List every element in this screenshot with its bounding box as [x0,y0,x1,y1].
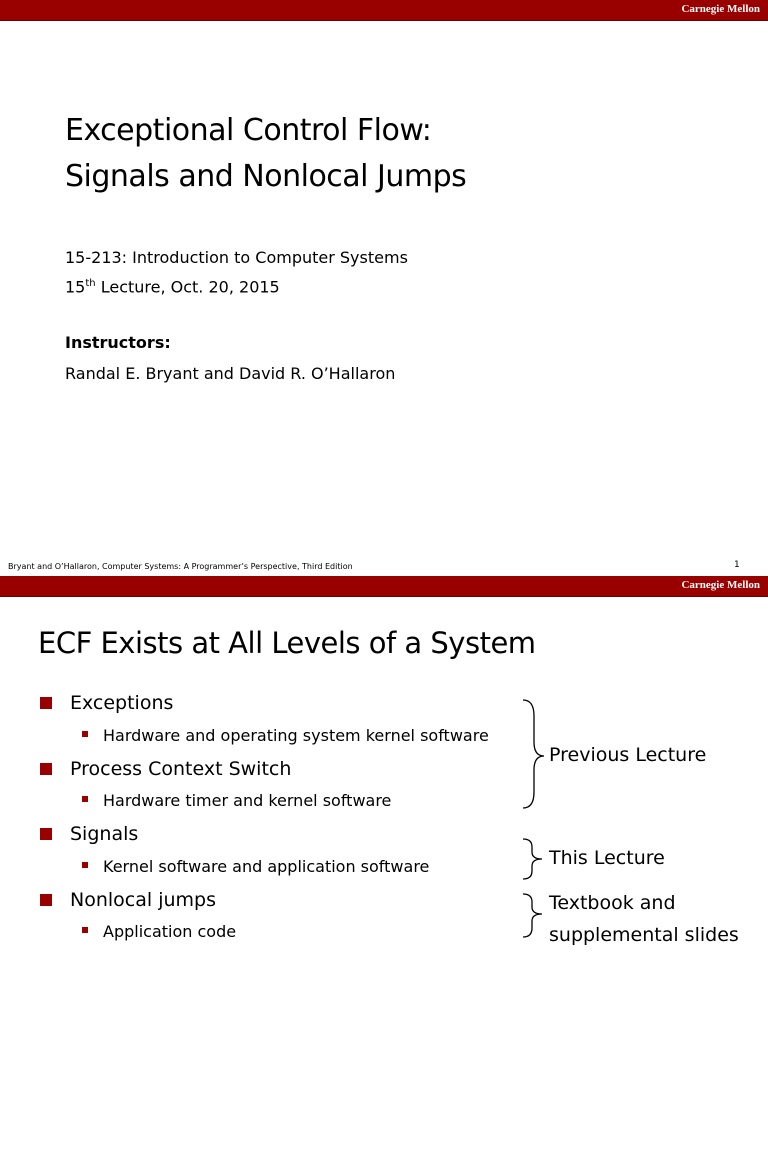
slide-footer: Bryant and O’Hallaron, Computer Systems: A Programmer’s Perspective, Third Edition [8,562,353,571]
label-textbook-line-2: supplemental slides [549,924,739,946]
bullet-signals: Signals [70,823,139,845]
sub-bullet-context-switch: Hardware timer and kernel software [103,791,392,810]
slide-title: ECF Exists at All Levels of a System [38,626,536,660]
lecture-number: 15 [65,277,86,297]
brand-label: Carnegie Mellon [681,579,760,591]
page-number: 1 [734,560,740,570]
course-info [65,245,408,300]
instructors-names: Randal E. Bryant and David R. O’Hallaron [65,364,396,383]
brace-previous-icon [523,700,544,808]
brace-textbook-icon [523,894,542,937]
instructors-heading: Instructors: [65,333,171,352]
label-previous-lecture: Previous Lecture [549,744,707,766]
sub-bullet-signals: Kernel software and application software [103,857,430,876]
lecture-line [65,271,408,300]
sub-bullet-nonlocal-jumps: Application code [103,922,237,941]
bullet-context-switch: Process Context Switch [70,758,292,780]
lecture-date: Lecture, Oct. 20, 2015 [95,277,280,297]
brace-this-icon [523,839,542,879]
header-bar [0,0,768,21]
slide-title [65,108,466,200]
title-line-2: Signals and Nonlocal Jumps [65,159,467,194]
lecture-ordinal: th [85,278,96,289]
title-line-1: Exceptional Control Flow: [65,113,432,148]
sub-bullet-exceptions: Hardware and operating system kernel software [103,726,489,745]
brand-label: Carnegie Mellon [681,3,760,15]
label-this-lecture: This Lecture [549,847,665,869]
slide-2 [0,576,768,1152]
course-name: 15-213: Introduction to Computer Systems [65,248,408,267]
label-textbook-line-1: Textbook and [549,892,676,914]
bullet-exceptions: Exceptions [70,692,174,714]
bullet-nonlocal-jumps: Nonlocal jumps [70,889,216,911]
